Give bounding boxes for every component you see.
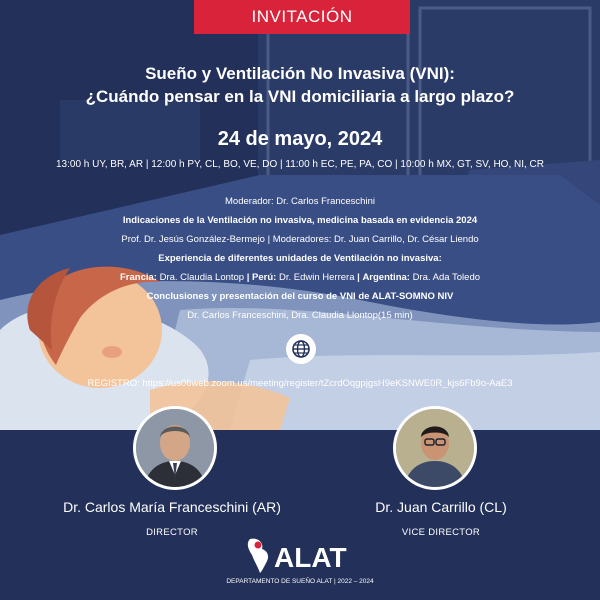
avatar-franceschini <box>133 406 217 490</box>
talk3-speakers: Dr. Carlos Franceschini, Dra. Claudia Llontop(15 min) <box>187 310 413 321</box>
speaker-toledo: Dra. Ada Toledo <box>412 272 481 283</box>
invitation-badge: INVITACIÓN <box>194 0 410 34</box>
title-line-2: ¿Cuándo pensar en la VNI domiciliaria a largo plazo? <box>85 87 515 106</box>
person-name: Dr. Juan Carrillo (CL) <box>375 499 507 515</box>
event-times: 13:00 h UY, BR, AR | 12:00 h PY, CL, BO, VE, DO | 11:00 h EC, PE, PA, CO | 10:00 h MX, GT, SV, HO, NI, CR <box>55 159 544 170</box>
alat-logo <box>244 535 356 575</box>
separator: | <box>246 272 250 283</box>
department-label: DEPARTAMENTO DE SUEÑO ALAT | 2022 – 2024 <box>226 578 374 585</box>
moderator: Moderador: Dr. Carlos Franceschini <box>225 196 375 207</box>
title-line-1: Sueño y Ventilación No Invasiva (VNI): <box>145 64 455 83</box>
program <box>0 192 600 325</box>
country-argentina: Argentina: <box>362 272 410 283</box>
speaker-lontop: Dra. Claudia Lontop <box>159 272 245 283</box>
event-date: 24 de mayo, 2024 <box>217 128 383 150</box>
talk2-speakers <box>0 268 600 287</box>
person-role: DIRECTOR <box>146 527 198 538</box>
event-title <box>0 62 600 108</box>
avatar-carrillo <box>393 406 477 490</box>
country-francia: Francia: <box>119 272 157 283</box>
country-peru: Perú: <box>252 272 277 283</box>
talk2-title: Experiencia de diferentes unidades de Ventilación no invasiva: <box>158 253 442 264</box>
speaker-herrera: Dr. Edwin Herrera <box>278 272 355 283</box>
person-name: Dr. Carlos María Franceschini (AR) <box>63 499 281 515</box>
talk3-title: Conclusiones y presentación del curso de VNI de ALAT-SOMNO NIV <box>146 291 454 302</box>
person-role: VICE DIRECTOR <box>401 527 481 538</box>
talk1-speakers: Prof. Dr. Jesús González-Bermejo | Moderadores: Dr. Juan Carrillo, Dr. César Liendo <box>121 234 479 245</box>
globe-icon[interactable] <box>286 334 316 364</box>
talk1-title: Indicaciones de la Ventilación no invasiva, medicina basada en evidencia 2024 <box>122 215 478 226</box>
registration-link[interactable]: REGISTRO: https://us06web.zoom.us/meeting/register/tZcrdOqgpjgsH9eKSNWE0R_kjs6Fb9o-AaE3 <box>87 378 513 389</box>
separator: | <box>357 272 360 283</box>
svg-text:ALAT: ALAT <box>274 542 347 573</box>
